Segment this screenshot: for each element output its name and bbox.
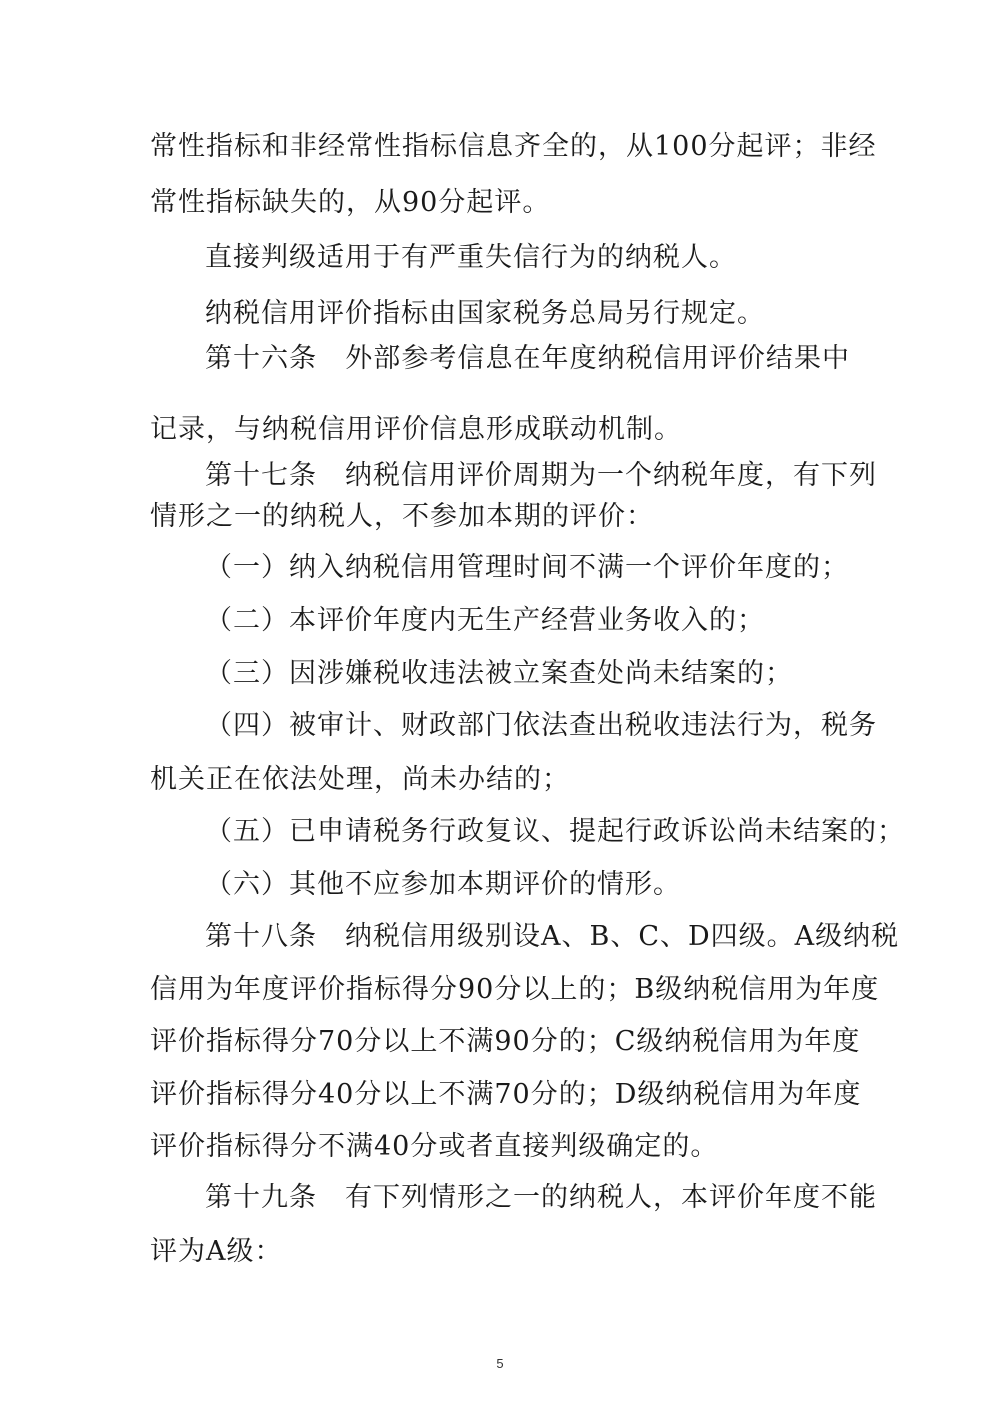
text-line: （一）纳入纳税信用管理时间不满一个评价年度的；	[205, 552, 849, 583]
text-line: 常性指标和非经常性指标信息齐全的，从100分起评；非经	[150, 131, 877, 162]
text-line: 第十六条 外部参考信息在年度纳税信用评价结果中	[205, 343, 850, 374]
text-line: 评为A级：	[150, 1236, 283, 1267]
text-line: 评价指标得分70分以上不满90分的；C级纳税信用为年度	[150, 1026, 861, 1057]
text-line: 第十九条 有下列情形之一的纳税人，本评价年度不能	[205, 1182, 877, 1213]
text-line: 信用为年度评价指标得分90分以上的；B级纳税信用为年度	[150, 974, 880, 1005]
text-line: （二）本评价年度内无生产经营业务收入的；	[205, 605, 765, 636]
text-line: 记录，与纳税信用评价信息形成联动机制。	[150, 414, 682, 445]
text-line: 常性指标缺失的，从90分起评。	[150, 187, 551, 218]
text-line: 评价指标得分40分以上不满70分的；D级纳税信用为年度	[150, 1079, 862, 1110]
text-line: （三）因涉嫌税收违法被立案查处尚未结案的；	[205, 658, 793, 689]
page-number: 5	[496, 1356, 504, 1371]
text-line: 纳税信用评价指标由国家税务总局另行规定。	[205, 298, 765, 329]
text-line: 直接判级适用于有严重失信行为的纳税人。	[205, 242, 737, 273]
text-line: （六）其他不应参加本期评价的情形。	[205, 869, 681, 900]
text-line: 机关正在依法处理，尚未办结的；	[150, 764, 570, 795]
text-line: 第十八条 纳税信用级别设A、B、C、D四级。A级纳税	[205, 921, 900, 952]
text-line: 评价指标得分不满40分或者直接判级确定的。	[150, 1131, 719, 1162]
text-line: （四）被审计、财政部门依法查出税收违法行为，税务	[205, 710, 877, 741]
text-line: （五）已申请税务行政复议、提起行政诉讼尚未结案的；	[205, 816, 905, 847]
text-line: 情形之一的纳税人，不参加本期的评价：	[150, 501, 654, 532]
text-line: 第十七条 纳税信用评价周期为一个纳税年度，有下列	[205, 460, 877, 491]
